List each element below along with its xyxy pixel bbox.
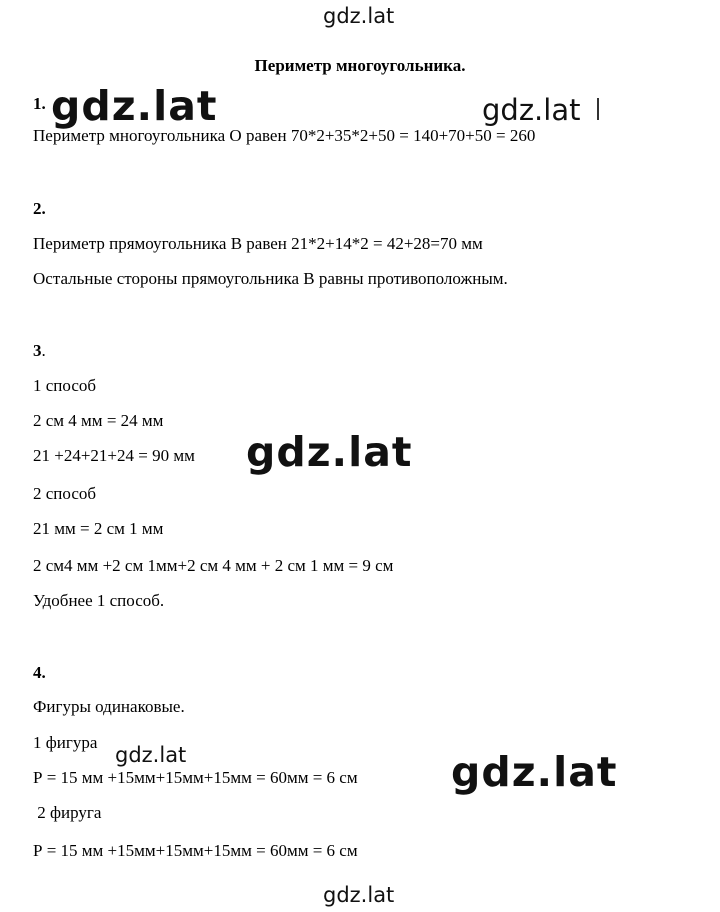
task4-number: 4. (33, 663, 46, 682)
task3-line1: 1 способ (33, 376, 97, 395)
watermark-top: gdz.lat (323, 4, 395, 28)
task3-line2: 2 см 4 мм = 24 мм (33, 411, 164, 430)
task1-line1: Периметр многоугольника О равен 70*2+35*2+50 = 140+70+50 = 260 (33, 126, 536, 145)
task3-line4: 2 способ (33, 484, 97, 503)
task1-number: 1. (33, 94, 46, 113)
task3-number-dot: . (41, 341, 46, 360)
task4-line1: Фигуры одинаковые. (33, 697, 185, 716)
task4-line4: 2 фируга (33, 803, 102, 822)
task3-number-digit: 3 (33, 341, 42, 360)
task2-line2: Остальные стороны прямоугольника В равны противоположным. (33, 269, 508, 288)
task3-number (33, 341, 46, 361)
watermark-task4-small: gdz.lat (115, 743, 187, 767)
task3-line5: 21 мм = 2 см 1 мм (33, 519, 164, 538)
task4-line5: Р = 15 мм +15мм+15мм+15мм = 60мм = 6 см (33, 841, 358, 860)
task4-line3: Р = 15 мм +15мм+15мм+15мм = 60мм = 6 см (33, 768, 358, 787)
watermark-task3: gdz.lat (246, 428, 413, 476)
task2-line1: Периметр прямоугольника В равен 21*2+14*2 = 42+28=70 мм (33, 234, 483, 253)
page-title: Периметр многоугольника. (254, 56, 466, 75)
watermark-task1-right: gdz.lat (482, 93, 581, 127)
watermark-task1-left: gdz.lat (51, 82, 218, 130)
text-cursor-mark (597, 98, 599, 120)
watermark-bottom: gdz.lat (323, 883, 395, 907)
task3-line7: Удобнее 1 способ. (33, 591, 165, 610)
task3-line6: 2 см4 мм +2 см 1мм+2 см 4 мм + 2 см 1 мм = 9 см (33, 556, 394, 575)
task4-line2: 1 фигура (33, 733, 98, 752)
watermark-task4-large: gdz.lat (451, 748, 618, 796)
task3-line3: 21 +24+21+24 = 90 мм (33, 446, 195, 465)
task2-number: 2. (33, 199, 46, 218)
